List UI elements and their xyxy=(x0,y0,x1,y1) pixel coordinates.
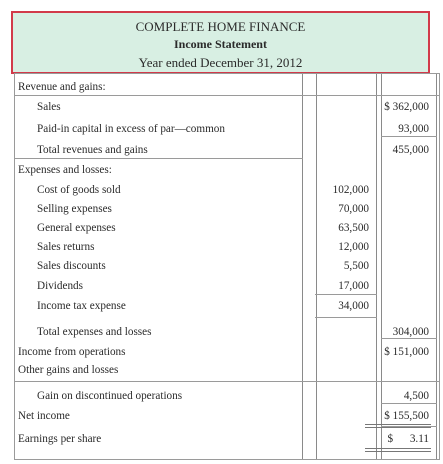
table-row xyxy=(15,277,439,295)
company-name: COMPLETE HOME FINANCE xyxy=(135,19,306,34)
row-label: Dividends xyxy=(37,280,83,292)
double-underline xyxy=(365,424,431,425)
row-label: Total revenues and gains xyxy=(37,144,148,156)
amount-column-2: 4,500 xyxy=(403,390,429,402)
amount-column-1: 70,000 xyxy=(338,203,369,215)
double-underline xyxy=(365,427,431,428)
table-row xyxy=(15,98,439,116)
row-divider xyxy=(315,294,377,295)
table-row xyxy=(15,297,439,315)
amount-column-2: 93,000 xyxy=(398,123,429,135)
table-row xyxy=(15,430,439,448)
statement-period: Year ended December 31, 2012 xyxy=(138,55,303,70)
table-row xyxy=(15,78,439,96)
row-label: Gain on discontinued operations xyxy=(37,390,183,402)
row-label: Cost of goods sold xyxy=(37,184,121,196)
table-row xyxy=(15,407,439,425)
row-divider xyxy=(381,338,437,339)
row-label: Income tax expense xyxy=(37,300,126,312)
amount-column-2: $ 3.11 xyxy=(387,433,429,445)
statement-title: Income Statement xyxy=(174,37,267,51)
amount-column-2: $ 155,500 xyxy=(384,410,429,422)
table-row xyxy=(15,361,439,379)
row-label: Other gains and losses xyxy=(18,364,119,376)
double-underline xyxy=(365,448,431,449)
row-label: Total expenses and losses xyxy=(37,326,152,338)
row-label: Sales discounts xyxy=(37,260,106,272)
row-divider xyxy=(15,95,439,96)
amount-column-1: 5,500 xyxy=(343,260,369,272)
row-divider xyxy=(315,317,377,318)
table-row xyxy=(15,323,439,341)
row-divider xyxy=(381,403,437,404)
row-divider xyxy=(15,158,303,159)
amount-column-2: 304,000 xyxy=(392,326,429,338)
row-label: Sales xyxy=(37,101,61,113)
amount-column-1: 63,500 xyxy=(338,222,369,234)
row-label: Sales returns xyxy=(37,241,95,253)
table-row xyxy=(15,161,439,179)
table-row xyxy=(15,257,439,275)
table-row xyxy=(15,200,439,218)
table-row xyxy=(15,219,439,237)
row-label: Earnings per share xyxy=(18,433,102,445)
row-label: Net income xyxy=(18,410,70,422)
amount-column-1: 34,000 xyxy=(338,300,369,312)
table-row xyxy=(15,343,439,361)
statement-header xyxy=(11,11,430,74)
amount-column-2: 455,000 xyxy=(392,144,429,156)
table-row xyxy=(15,238,439,256)
amount-column-1: 17,000 xyxy=(338,280,369,292)
income-statement-table xyxy=(14,73,440,460)
table-row xyxy=(15,387,439,405)
row-divider xyxy=(15,381,439,382)
amount-column-1: 102,000 xyxy=(332,184,369,196)
row-label: Expenses and losses: xyxy=(18,164,112,176)
table-row xyxy=(15,141,439,159)
row-label: Revenue and gains: xyxy=(18,81,106,93)
row-label: Selling expenses xyxy=(37,203,112,215)
row-label: General expenses xyxy=(37,222,116,234)
amount-column-2: $ 151,000 xyxy=(384,346,429,358)
table-row xyxy=(15,120,439,138)
double-underline xyxy=(365,451,431,452)
row-label: Income from operations xyxy=(18,346,126,358)
table-row xyxy=(15,181,439,199)
amount-column-1: 12,000 xyxy=(338,241,369,253)
row-divider xyxy=(381,136,437,137)
row-label: Paid-in capital in excess of par—common xyxy=(37,123,225,135)
amount-column-2: $ 362,000 xyxy=(384,101,429,113)
